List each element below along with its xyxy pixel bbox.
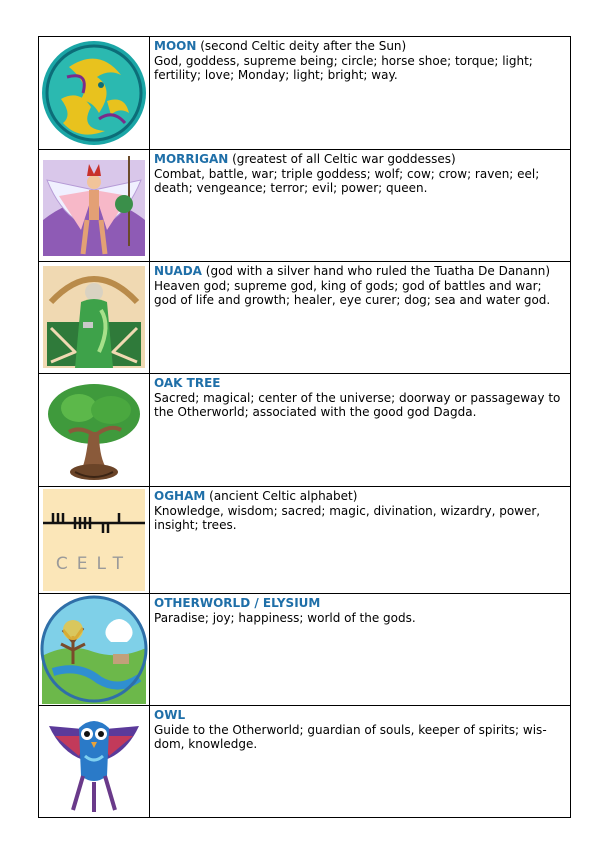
entry-title: NUADA	[154, 264, 202, 278]
entry-definition: Paradise; joy; happiness; world of the gods.	[154, 610, 416, 625]
text-cell	[150, 594, 571, 706]
entry-note: (second Celtic deity after the Sun)	[196, 39, 407, 53]
entry-definition: Heaven god; supreme god, king of gods; god of battles and war; god of life and growth; healer, eye curer; dog; sea and water god.	[154, 278, 551, 307]
entry-note: (greatest of all Celtic war goddesses)	[228, 152, 456, 166]
table-row	[39, 262, 571, 374]
green-king-icon	[39, 262, 149, 372]
entry-title: OTHERWORLD / ELYSIUM	[154, 596, 321, 610]
moon-face-icon	[39, 37, 149, 149]
entry-title: MORRIGAN	[154, 152, 229, 166]
text-cell	[150, 150, 571, 262]
entry-title: OWL	[154, 708, 186, 722]
entry-definition: Guide to the Otherworld; guardian of souls, keeper of spirits; wis-dom, knowledge.	[154, 722, 547, 751]
table-row	[39, 594, 571, 706]
table-row	[39, 37, 571, 150]
image-cell	[39, 594, 150, 706]
image-cell	[39, 150, 150, 262]
entry-definition: God, goddess, supreme being; circle; horse shoe; torque; light; fertility; love; Monday; light; bright; way.	[154, 53, 533, 82]
table-row	[39, 487, 571, 594]
table-row	[39, 706, 571, 818]
table-row	[39, 150, 571, 262]
entry-definition: Sacred; magical; center of the universe; doorway or passageway to the Otherworld; associated with the good god Dagda.	[154, 390, 561, 419]
celtic-owl-icon	[39, 706, 149, 816]
text-cell	[150, 37, 571, 150]
winged-goddess-icon	[39, 150, 149, 260]
ogham-script-icon	[39, 487, 149, 593]
symbol-table	[38, 36, 571, 818]
text-cell	[150, 374, 571, 487]
image-cell	[39, 374, 150, 487]
entry-definition: Knowledge, wisdom; sacred; magic, divination, wizardry, power, insight; trees.	[154, 503, 541, 532]
oak-tree-icon	[39, 374, 149, 484]
text-cell	[150, 706, 571, 818]
image-cell	[39, 37, 150, 150]
entry-title: OAK TREE	[154, 376, 221, 390]
text-cell	[150, 262, 571, 374]
ogham-image-label: CELT	[55, 554, 133, 574]
entry-note: (ancient Celtic alphabet)	[205, 489, 358, 503]
image-cell	[39, 487, 150, 594]
image-cell	[39, 706, 150, 818]
entry-note: (god with a silver hand who ruled the Tuatha De Danann)	[201, 264, 551, 278]
image-cell	[39, 262, 150, 374]
otherworld-landscape-icon	[39, 594, 149, 704]
entry-title: OGHAM	[154, 489, 206, 503]
text-cell	[150, 487, 571, 594]
entry-definition: Combat, battle, war; triple goddess; wolf; cow; crow; raven; eel; death; vengeance; terror; evil; power; queen.	[154, 166, 540, 195]
entry-title: MOON	[154, 39, 197, 53]
table-row	[39, 374, 571, 487]
